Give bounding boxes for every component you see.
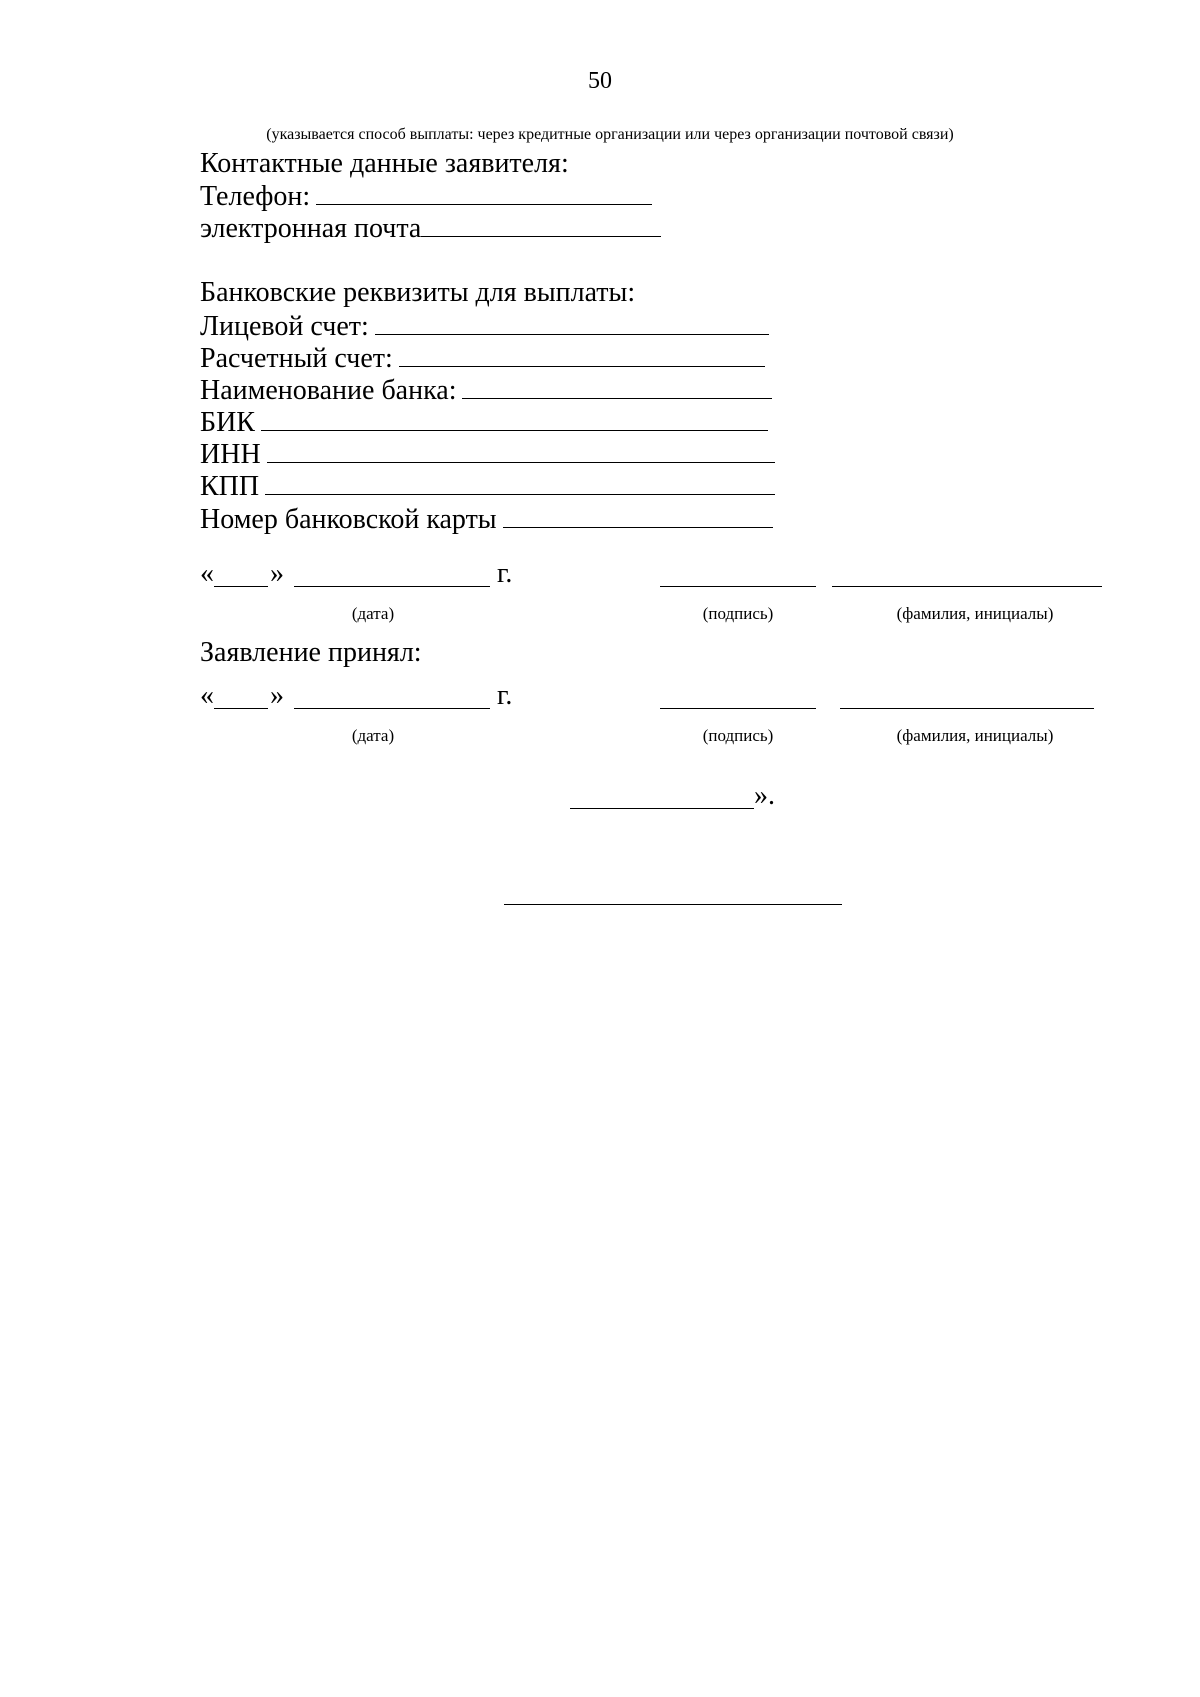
page-number: 50 <box>588 68 612 94</box>
bank-heading: Банковские реквизиты для выплаты: <box>200 277 636 308</box>
email-label: электронная почта <box>200 213 422 244</box>
bik-field[interactable] <box>261 406 768 431</box>
accepted-year-suffix: г. <box>497 680 513 711</box>
applicant-name-caption: (фамилия, инициалы) <box>896 604 1054 623</box>
accepted-name-caption: (фамилия, инициалы) <box>896 726 1054 745</box>
phone-field[interactable] <box>316 180 652 205</box>
accepted-date-close-quote: » <box>270 680 284 711</box>
applicant-month-field[interactable] <box>294 586 490 587</box>
bank-name-label: Наименование банка: <box>200 375 457 406</box>
phone-label: Телефон: <box>200 181 311 212</box>
applicant-date-caption: (дата) <box>351 604 395 623</box>
email-field[interactable] <box>421 212 661 237</box>
closing-field[interactable] <box>570 808 754 809</box>
inn-row <box>200 438 775 471</box>
applicant-date-close-quote: » <box>270 558 284 589</box>
accepted-day-field[interactable] <box>214 708 268 709</box>
settlement-account-field[interactable] <box>399 342 765 367</box>
bank-name-field[interactable] <box>462 374 772 399</box>
applicant-signature-caption: (подпись) <box>702 604 774 623</box>
applicant-day-field[interactable] <box>214 586 268 587</box>
bottom-rule <box>504 904 842 905</box>
email-row <box>200 212 661 245</box>
payment-method-hint: (указывается способ выплаты: через кредитные организации или через организации почтовой связи) <box>266 126 954 143</box>
accepted-label: Заявление принял: <box>200 637 422 668</box>
applicant-name-field[interactable] <box>832 586 1102 587</box>
bank-name-row <box>200 374 772 407</box>
accepted-date-open-quote: « <box>200 680 214 711</box>
contacts-heading: Контактные данные заявителя: <box>200 148 569 179</box>
bik-row <box>200 406 768 439</box>
applicant-date-open-quote: « <box>200 558 214 589</box>
personal-account-field[interactable] <box>375 310 769 335</box>
card-number-field[interactable] <box>503 503 773 528</box>
settlement-account-label: Расчетный счет: <box>200 343 393 374</box>
personal-account-row <box>200 310 769 343</box>
settlement-account-row <box>200 342 765 375</box>
kpp-label: КПП <box>200 471 260 502</box>
inn-label: ИНН <box>200 439 261 470</box>
closing-mark: ». <box>754 780 775 811</box>
applicant-signature-field[interactable] <box>660 586 816 587</box>
phone-row <box>200 180 652 213</box>
applicant-year-suffix: г. <box>497 558 513 589</box>
personal-account-label: Лицевой счет: <box>200 311 369 342</box>
card-number-row <box>200 503 773 536</box>
inn-field[interactable] <box>267 438 775 463</box>
bik-label: БИК <box>200 407 255 438</box>
accepted-name-field[interactable] <box>840 708 1094 709</box>
card-number-label: Номер банковской карты <box>200 504 497 535</box>
accepted-signature-field[interactable] <box>660 708 816 709</box>
kpp-row <box>200 470 775 503</box>
accepted-signature-caption: (подпись) <box>702 726 774 745</box>
accepted-date-caption: (дата) <box>351 726 395 745</box>
accepted-month-field[interactable] <box>294 708 490 709</box>
kpp-field[interactable] <box>265 470 775 495</box>
